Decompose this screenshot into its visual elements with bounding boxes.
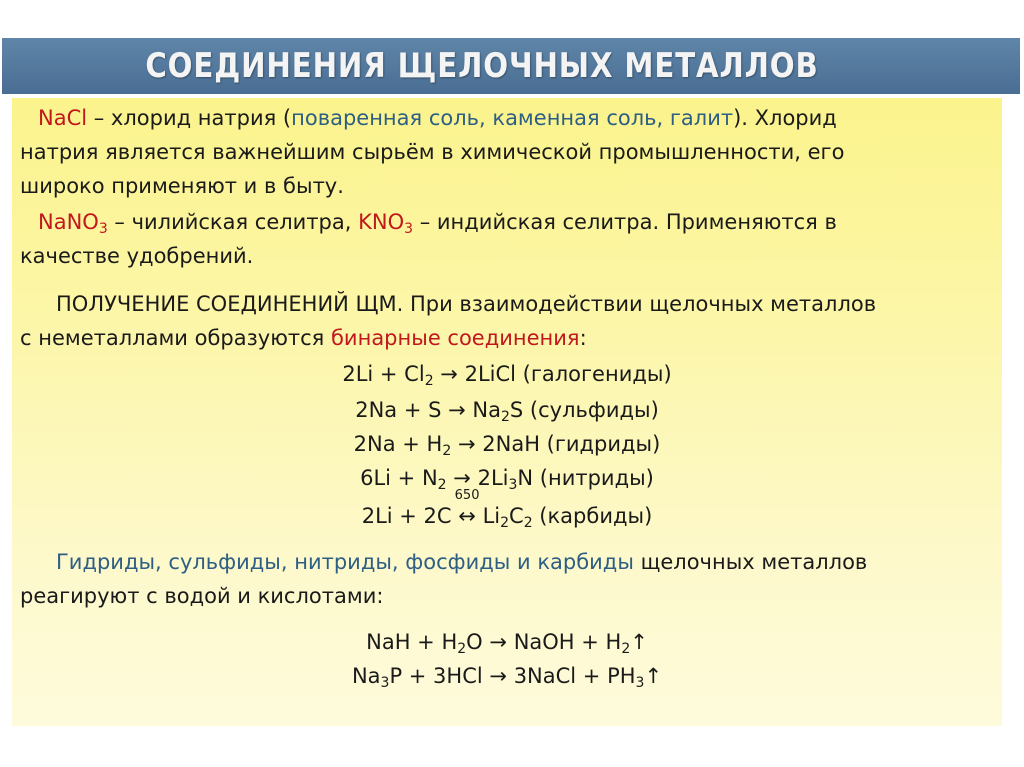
arrow-right-icon: → (489, 664, 507, 688)
para1-line2: натрия является важнейшим сырьём в химической промышленности, его (20, 140, 845, 164)
top-margin (0, 0, 1024, 38)
formula-kno3: $KNO_3$ (358, 210, 414, 237)
binary-compounds-term: бинарные соединения (330, 326, 580, 350)
page-title: СОЕДИНЕНИЯ ЩЕЛОЧНЫХ МЕТАЛЛОВ (145, 46, 819, 86)
arrow-right-icon: → (448, 398, 466, 422)
para2-line1: NaNO$_3$ – чилийская селитра, $KNO_3$ – индийская селитра. Применяются в (38, 210, 837, 237)
equation-carbides: 2Li + 2C 650 ↔ $Li_2C_2$ (карбиды) (361, 488, 653, 531)
equation-nitrides: $6Li + N_2 \to 2Li_3N$ (нитриды) (360, 466, 654, 493)
reversible-arrow-icon: 650 ↔ (454, 488, 480, 528)
formula-nano3: NaNO$_3$ (38, 210, 108, 237)
equation-halides: $2Li + Cl_2$ → 2LiCl (галогениды) (342, 362, 672, 389)
formula-nacl: NaCl (38, 106, 88, 130)
arrow-right-icon: → (440, 362, 458, 386)
arrow-right-icon: → (489, 630, 507, 654)
gas-arrow-icon: ↑ (630, 630, 648, 654)
para1-line1: NaCl – хлорид натрия (поваренная соль, каменная соль, галит). Хлорид (38, 106, 837, 130)
para3-line2: с неметаллами образуются бинарные соединения: (20, 326, 587, 350)
gas-arrow-icon: ↑ (644, 664, 663, 688)
equation-hydrides: $2Na + H_2 \to 2NaH$ (гидриды) (353, 432, 661, 459)
reaction-hydride-water: NaH + $H_2O$ → NaOH + $H_2↑$ (366, 630, 648, 657)
para4-line2: реагируют с водой и кислотами: (20, 584, 384, 608)
para1-line3: широко применяют и в быту. (20, 174, 344, 198)
para4-line1: Гидриды, сульфиды, нитриды, фосфиды и карбиды щелочных металлов (56, 550, 868, 574)
bottom-margin (0, 726, 1024, 767)
equation-sulfides: $2Na + S \to Na_2S$ (сульфиды) (355, 398, 659, 425)
para2-line2: качестве удобрений. (20, 244, 254, 268)
reaction-phosphide-acid: $Na_3P + 3HCl$ → 3NaCl + $PH_3↑$ (351, 664, 663, 691)
para3-line1: ПОЛУЧЕНИЕ СОЕДИНЕНИЙ ЩМ. При взаимодействии щелочных металлов (56, 292, 877, 316)
temperature-label: 650 (454, 488, 480, 503)
compound-classes: Гидриды, сульфиды, нитриды, фосфиды и карбиды (56, 550, 634, 574)
arrow-right-icon: → (457, 432, 476, 456)
title-bar (2, 38, 1020, 94)
nacl-common-names: поваренная соль, каменная соль, галит (291, 106, 734, 130)
arrow-right-icon: → (453, 466, 471, 490)
